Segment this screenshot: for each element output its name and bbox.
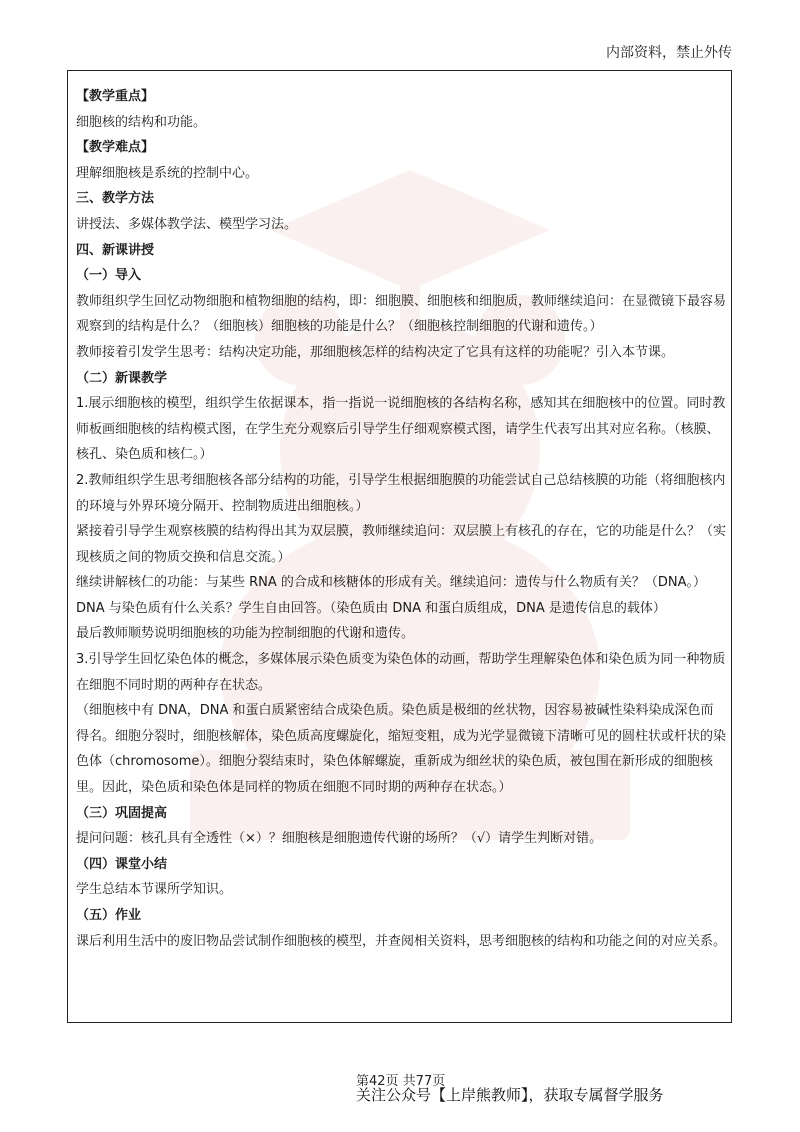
consolidation-text: 提问问题：核孔具有全透性（×）？细胞核是细胞遗传代谢的场所？（√）请学生判断对错。 (76, 831, 603, 847)
subsection-homework-heading: （五）作业 (76, 908, 142, 923)
teaching-paragraph-1: 1.展示细胞核的模型，组织学生依据课本，指一指说一说细胞核的各结构名称，感知其在细胞核中的位置。同时教师板画细胞核的结构模式图，在学生充分观察后引导学生仔细观察模式图，请学生代表写出其对应名称。（核膜、核孔、染色质和核仁。） (76, 396, 726, 463)
section-difficulties-heading: 【教学难点】 (76, 140, 155, 156)
confidential-notice: 内部资料，禁止外传 (606, 45, 732, 61)
subsection-new-teaching-heading: （二）新课教学 (76, 370, 168, 386)
subsection-consolidation-heading: （三）巩固提高 (76, 805, 168, 821)
subsection-summary-heading: （四）课堂小结 (76, 856, 168, 872)
teaching-paragraph-3: 紧接着引导学生观察核膜的结构得出其为双层膜，教师继续追问：双层膜上有核孔的存在，它的功能是什么？（实现核质之间的物质交换和信息交流。） (76, 524, 727, 565)
section-key-points-heading: 【教学重点】 (76, 89, 155, 104)
teaching-paragraph-4: 继续讲解核仁的功能：与某些 RNA 的合成和核糖体的形成有关。继续追问：遗传与什么物质有关？（DNA。）DNA 与染色质有什么关系？学生自由回答。（染色质由 DNA 和蛋白质组成，DNA 是遗传信息的载体） (76, 575, 707, 616)
footer-promo: 关注公众号【上岸熊教师】，获取专属督学服务 (356, 1086, 664, 1104)
intro-paragraph-1: 教师组织学生回忆动物细胞和植物细胞的结构，即：细胞膜、细胞核和细胞质，教师继续追问：在显微镜下最容易观察到的结构是什么？（细胞核）细胞核的功能是什么？（细胞核控制细胞的代谢和遗传。） (76, 293, 727, 335)
difficulties-text: 理解细胞核是系统的控制中心。 (76, 165, 259, 181)
section-new-lesson-heading: 四、新课讲授 (76, 242, 155, 258)
teaching-paragraph-6: 3.引导学生回忆染色体的概念，多媒体展示染色质变为染色体的动画，帮助学生理解染色体和染色质为同一种物质在细胞不同时期的两种存在状态。 (76, 652, 726, 693)
homework-text: 课后利用生活中的废旧物品尝试制作细胞核的模型，并查阅相关资料，思考细胞核的结构和功能之间的对应关系。 (76, 933, 727, 949)
intro-paragraph-2: 教师接着引发学生思考：结构决定功能，那细胞核怎样的结构决定了它具有这样的功能呢？引入本节课。 (76, 344, 675, 360)
teaching-paragraph-2: 2.教师组织学生思考细胞核各部分结构的功能，引导学生根据细胞膜的功能尝试自己总结核膜的功能（将细胞核内的环境与外界环境分隔开、控制物质进出细胞核。） (76, 472, 726, 514)
summary-text: 学生总结本节课所学知识。 (76, 882, 233, 898)
section-methods-heading: 三、教学方法 (76, 191, 155, 207)
teaching-paragraph-7: （细胞核中有 DNA，DNA 和蛋白质紧密结合成染色质。染色质是极细的丝状物，因容易被碱性染料染成深色而得名。细胞分裂时，细胞核解体，染色质高度螺旋化，缩短变粗，成为光学显微镜下清晰可见的圆柱状或杆状的染色体（chromosome）。细胞分裂结束时，染色体解螺旋，重新成为细丝状的染色质，被包围在新形成的细胞核里。因此，染色质和染色体是同样的物质在细胞不同时期的两种存在状态。） (76, 703, 727, 796)
key-points-text: 细胞核的结构和功能。 (76, 114, 207, 130)
teaching-paragraph-5: 最后教师顺势说明细胞核的功能为控制细胞的代谢和遗传。 (76, 626, 415, 642)
lesson-plan-content (76, 84, 726, 954)
methods-text: 讲授法、多媒体教学法、模型学习法。 (76, 216, 298, 232)
page-number: 第42页 共77页 (356, 1074, 446, 1089)
subsection-intro-heading: （一）导入 (76, 268, 142, 284)
